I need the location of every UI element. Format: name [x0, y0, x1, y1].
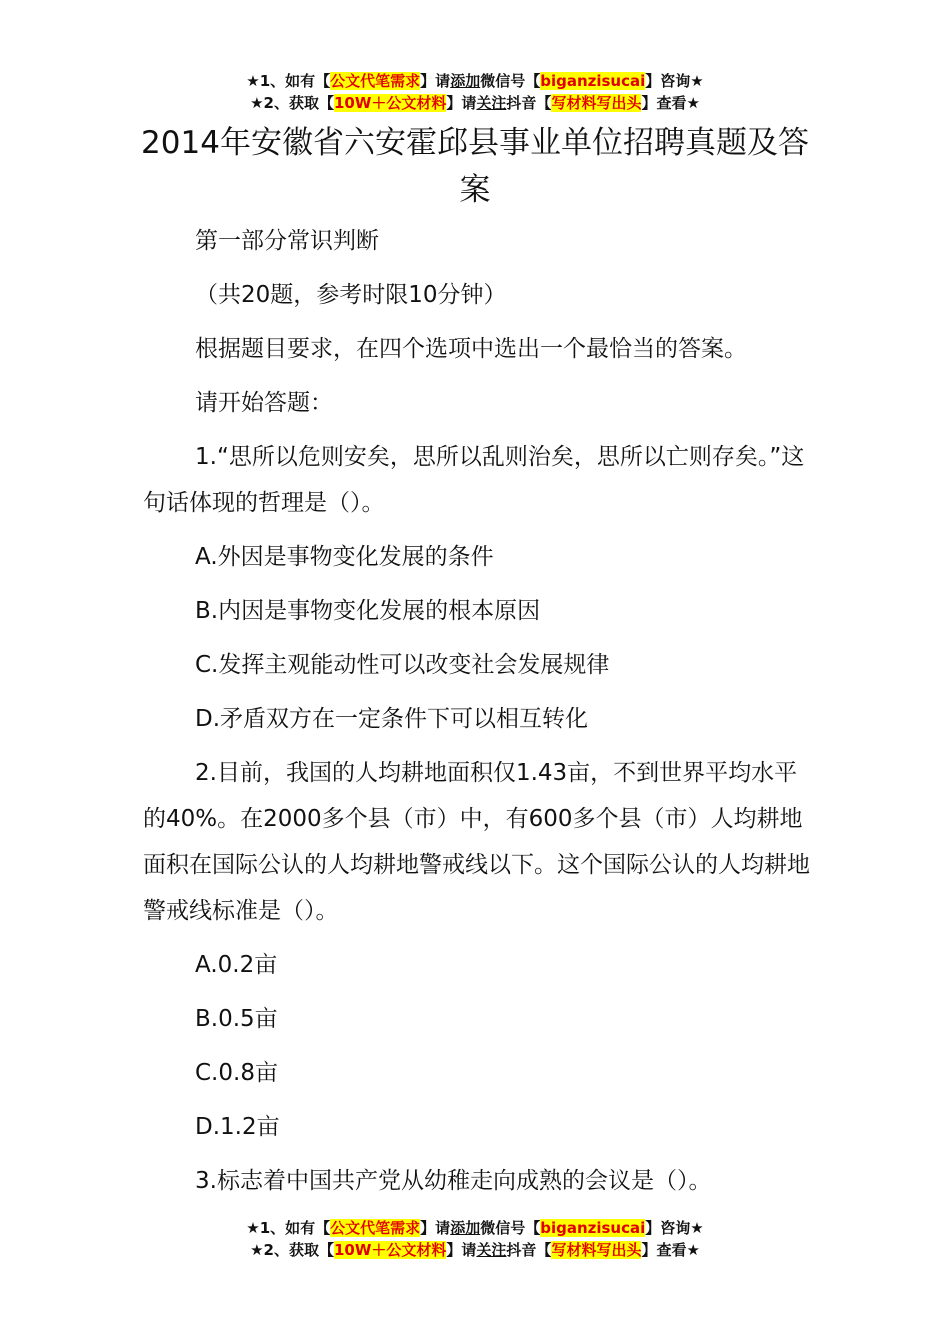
question-stem: 1.“思所以危则安矣，思所以乱则治矣，思所以亡则存矣。”这句话体现的哲理是（）。: [143, 444, 805, 516]
banner-text: 】请: [420, 1219, 451, 1237]
banner-text: 】咨询★: [645, 72, 704, 90]
banner-text: 微信号【: [480, 1219, 541, 1237]
banner-underline: 关注: [476, 94, 507, 112]
question-option: B.内因是事物变化发展的根本原因: [195, 598, 541, 624]
question-option: C.0.8亩: [195, 1060, 278, 1086]
banner-highlight: 公文代笔需求: [330, 72, 421, 90]
banner-text: 】咨询★: [645, 1219, 704, 1237]
document-title: 2014年安徽省六安霍邱县事业单位招聘真题及答案: [141, 125, 809, 208]
bottom-banner: [0, 1217, 950, 1261]
banner-text: 抖音【: [506, 94, 552, 112]
banner-highlight: 10W＋公文材料: [333, 94, 447, 112]
banner-highlight: 10W＋公文材料: [333, 1241, 447, 1259]
top-banner: [0, 70, 950, 114]
banner-text: ★1、如有【: [246, 72, 331, 90]
banner-line-2: [0, 1239, 950, 1261]
instruction-text: 根据题目要求，在四个选项中选出一个最恰当的答案。: [195, 336, 747, 362]
banner-text: 】请: [420, 72, 451, 90]
question-option: A.0.2亩: [195, 952, 278, 978]
banner-text: 】查看★: [641, 1241, 700, 1259]
start-text: 请开始答题：: [195, 390, 333, 416]
section-note: （共20题，参考时限10分钟）: [195, 282, 507, 308]
banner-text: 微信号【: [480, 72, 541, 90]
question-option: B.0.5亩: [195, 1006, 278, 1032]
banner-line-1: [0, 1217, 950, 1239]
banner-highlight: biganzisucai: [540, 1219, 646, 1237]
question-option: A.外因是事物变化发展的条件: [195, 544, 494, 570]
banner-text: 】查看★: [641, 94, 700, 112]
banner-text: ★2、获取【: [250, 1241, 334, 1259]
question-option: D.1.2亩: [195, 1114, 280, 1140]
banner-underline: 关注: [476, 1241, 507, 1259]
question-stem: 3.标志着中国共产党从幼稚走向成熟的会议是（）。: [195, 1168, 712, 1194]
banner-text: 抖音【: [506, 1241, 552, 1259]
banner-line-2: [0, 92, 950, 114]
banner-highlight: 写材料写出头: [551, 94, 642, 112]
banner-highlight: 写材料写出头: [551, 1241, 642, 1259]
banner-highlight: biganzisucai: [540, 72, 646, 90]
question-option: C.发挥主观能动性可以改变社会发展规律: [195, 652, 610, 678]
banner-text: 】请: [446, 1241, 477, 1259]
banner-text: ★2、获取【: [250, 94, 334, 112]
banner-underline: 添加: [450, 72, 481, 90]
section-heading: 第一部分常识判断: [195, 228, 379, 254]
banner-underline: 添加: [450, 1219, 481, 1237]
banner-highlight: 公文代笔需求: [330, 1219, 421, 1237]
banner-text: 】请: [446, 94, 477, 112]
question-stem: 2.目前，我国的人均耕地面积仅1.43亩，不到世界平均水平的40%。在2000多个县（市）中，有600多个县（市）人均耕地面积在国际公认的人均耕地警戒线以下。这个国际公认的人均耕地警戒线标准是（）。: [143, 760, 810, 924]
banner-line-1: [0, 70, 950, 92]
document-body: [143, 218, 813, 1212]
banner-text: ★1、如有【: [246, 1219, 331, 1237]
question-option: D.矛盾双方在一定条件下可以相互转化: [195, 706, 589, 732]
